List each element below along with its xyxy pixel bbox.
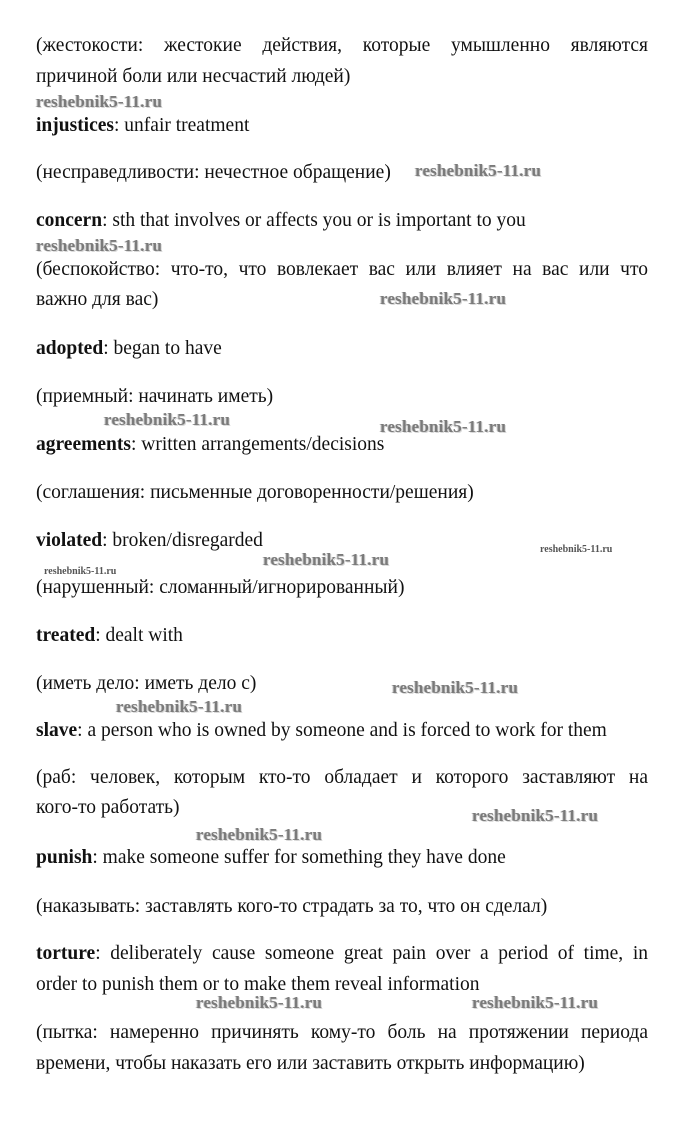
term-definition: : dealt with xyxy=(95,625,183,646)
watermark-text: reshebnik5-11.ru xyxy=(104,410,231,429)
term-definition: : make someone suffer for something they have done xyxy=(92,847,506,868)
text-line-adopted-translation: (приемный: начинать иметь) xyxy=(36,386,274,407)
watermark-text: reshebnik5-11.ru xyxy=(472,806,599,825)
term-definition: : a person who is owned by someone and is forced to work for them xyxy=(77,720,607,741)
term-line-concern xyxy=(36,209,648,233)
term-definition: : broken/disregarded xyxy=(102,530,263,551)
text-line-agreements-translation: (соглашения: письменные договоренности/решения) xyxy=(36,482,474,503)
term-line-adopted xyxy=(36,337,648,361)
term-word: torture xyxy=(36,943,96,964)
text-line-injustices-translation: (несправедливости: нечестное обращение) xyxy=(36,162,391,183)
watermark-text: reshebnik5-11.ru xyxy=(380,289,507,308)
watermark-text: reshebnik5-11.ru xyxy=(263,550,390,569)
term-word: agreements xyxy=(36,434,131,455)
term-word: slave xyxy=(36,720,78,741)
term-definition: : began to have xyxy=(103,338,222,359)
watermark-text-small: reshebnik5-11.ru xyxy=(540,544,613,555)
text-line-concern-translation-1: (беспокойство: что-то, что вовлекает вас или влияет на вас или что xyxy=(36,259,648,280)
text-line-cruelties-translation-1: (жестокости: жестокие действия, которые умышленно являются xyxy=(36,35,648,56)
term-definition: : sth that involves or affects you or is important to you xyxy=(102,210,526,231)
term-line-injustices xyxy=(36,114,648,138)
term-line-treated xyxy=(36,624,648,648)
term-word: violated xyxy=(36,530,103,551)
text-line-slave-translation-2: кого-то работать) xyxy=(36,797,180,818)
text-line-torture-translation-2: времени, чтобы наказать его или заставить открыть информацию) xyxy=(36,1053,585,1074)
watermark-text: reshebnik5-11.ru xyxy=(116,697,243,716)
term-word: treated xyxy=(36,625,96,646)
text-line-concern-translation-2: важно для вас) xyxy=(36,289,159,310)
watermark-text: reshebnik5-11.ru xyxy=(36,236,163,255)
term-line-punish xyxy=(36,846,648,870)
term-word: adopted xyxy=(36,338,104,359)
term-word: concern xyxy=(36,210,103,231)
term-definition: : unfair treatment xyxy=(114,115,250,136)
text-line-treated-translation: (иметь дело: иметь дело с) xyxy=(36,673,257,694)
watermark-text: reshebnik5-11.ru xyxy=(415,161,542,180)
text-line-slave-translation-1: (раб: человек, которым кто-то обладает и которого заставляют на xyxy=(36,767,648,788)
watermark-text: reshebnik5-11.ru xyxy=(196,825,323,844)
watermark-text-small: reshebnik5-11.ru xyxy=(44,566,117,577)
text-line-punish-translation: (наказывать: заставлять кого-то страдать за то, что он сделал) xyxy=(36,896,548,917)
text-line-torture-definition-2: order to punish them or to make them reveal information xyxy=(36,974,480,995)
term-line-agreements xyxy=(36,433,648,457)
watermark-text: reshebnik5-11.ru xyxy=(392,678,519,697)
term-line-torture xyxy=(36,942,648,966)
watermark-text: reshebnik5-11.ru xyxy=(196,993,323,1012)
term-word: punish xyxy=(36,847,93,868)
watermark-text: reshebnik5-11.ru xyxy=(472,993,599,1012)
text-line-torture-translation-1: (пытка: намеренно причинять кому-то боль на протяжении периода xyxy=(36,1022,648,1043)
watermark-text: reshebnik5-11.ru xyxy=(36,92,163,111)
term-definition: : deliberately cause someone great pain over a period of time, in xyxy=(95,943,648,964)
watermark-text: reshebnik5-11.ru xyxy=(380,417,507,436)
term-word: injustices xyxy=(36,115,114,136)
text-line-cruelties-translation-2: причиной боли или несчастий людей) xyxy=(36,66,351,87)
term-definition: : written arrangements/decisions xyxy=(130,434,385,455)
text-line-violated-translation: (нарушенный: сломанный/игнорированный) xyxy=(36,577,405,598)
term-line-slave xyxy=(36,719,648,743)
